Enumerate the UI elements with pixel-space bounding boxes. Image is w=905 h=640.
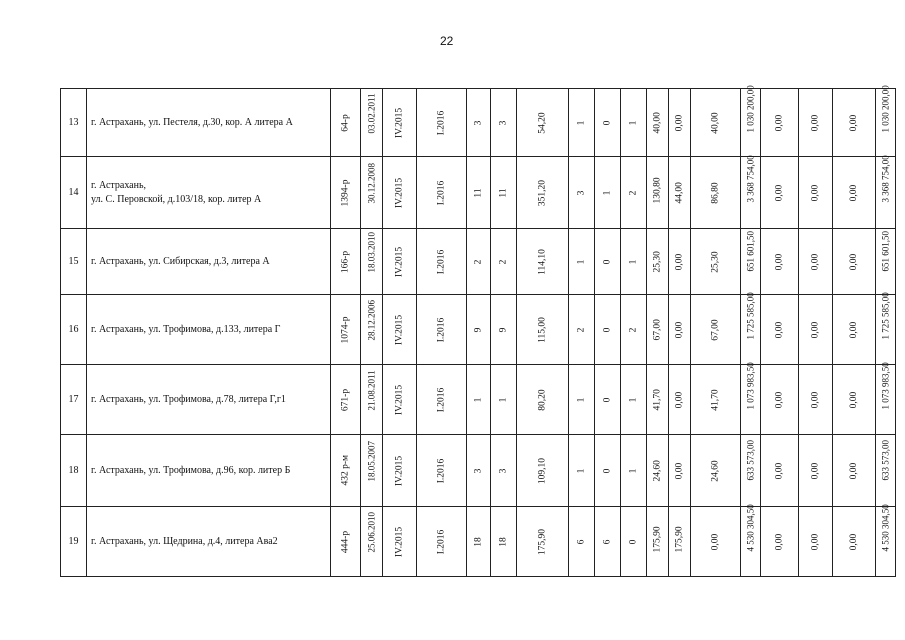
- row-number: 18: [61, 435, 87, 507]
- area-municipal-value: 41,70: [710, 388, 721, 411]
- address-cell: г. Астрахань, ул. Трофимова, д.78, литера Г,г1: [87, 365, 331, 435]
- cost-regional-cell: [799, 435, 833, 507]
- residents-count-cell: [467, 229, 491, 295]
- cost-total-cell: [741, 84, 761, 157]
- area-municipal-value: 40,00: [710, 111, 721, 134]
- area-municipal-cell: [691, 89, 741, 157]
- stage-end-cell: [417, 89, 467, 157]
- stage-start-cell: [383, 89, 417, 157]
- cost-total-cell: [741, 154, 761, 229]
- row-number: 17: [61, 365, 87, 435]
- area-owned-value: 0,00: [674, 391, 685, 408]
- address-cell: г. Астрахань, ул. С. Перовской, д.103/18, кор. литер А: [87, 157, 331, 229]
- area-total-cell: [647, 507, 669, 577]
- row-number: 13: [61, 89, 87, 157]
- rooms-municipal-cell: [621, 89, 647, 157]
- stage-start-cell: [383, 157, 417, 229]
- address-cell: г. Астрахань, ул. Трофимова, д.133, литера Г: [87, 295, 331, 365]
- stage-end-value: I.2016: [436, 387, 447, 412]
- area-total-value: 175,90: [652, 525, 663, 552]
- total-area-value: 80,20: [537, 388, 548, 411]
- total-area-cell: [517, 229, 569, 295]
- decision-number-value: 432 р-м: [340, 454, 351, 485]
- row-number: 19: [61, 507, 87, 577]
- residents-resettled-cell: [491, 157, 517, 229]
- address-cell: г. Астрахань, ул. Трофимова, д.96, кор. литер Б: [87, 435, 331, 507]
- stage-end-cell: [417, 295, 467, 365]
- decision-number-cell: [331, 507, 361, 577]
- cost-federal-cell: [761, 89, 799, 157]
- cost-local-value: 0,00: [849, 184, 859, 201]
- row-number: 16: [61, 295, 87, 365]
- residents-resettled-value: 2: [498, 259, 509, 264]
- area-owned-value: 0,00: [674, 253, 685, 270]
- residents-resettled-value: 9: [498, 327, 509, 332]
- stage-end-cell: [417, 365, 467, 435]
- rooms-owned-value: 1: [602, 190, 613, 195]
- residents-count-value: 9: [473, 327, 484, 332]
- area-total-value: 130,80: [652, 176, 663, 203]
- decision-number-cell: [331, 295, 361, 365]
- rooms-municipal-cell: [621, 157, 647, 229]
- stage-start-value: IV.2015: [394, 384, 405, 415]
- cost-regional-value: 0,00: [810, 253, 821, 270]
- rooms-total-value: 1: [576, 259, 587, 264]
- cost-total-final-cell: [876, 229, 896, 295]
- residents-count-value: 2: [473, 259, 484, 264]
- cost-total-value: 3 368 754,00: [745, 154, 756, 202]
- cost-federal-cell: [761, 157, 799, 229]
- cost-regional-value: 0,00: [810, 114, 821, 131]
- rooms-municipal-cell: [621, 295, 647, 365]
- rooms-owned-cell: [595, 295, 621, 365]
- register-table: [60, 84, 896, 577]
- decision-date-cell: [361, 365, 383, 435]
- rooms-owned-cell: [595, 229, 621, 295]
- stage-start-value: IV.2015: [394, 314, 405, 345]
- residents-count-value: 1: [473, 397, 484, 402]
- cost-total-value: 4 530 304,50: [745, 503, 756, 551]
- decision-number-value: 1074-р: [340, 316, 351, 343]
- stage-end-value: I.2016: [436, 110, 447, 135]
- rooms-total-value: 2: [576, 327, 587, 332]
- cost-local-value: 0,00: [849, 321, 859, 338]
- decision-date-value: 25.06.2010: [366, 511, 377, 552]
- rooms-municipal-value: 1: [628, 468, 639, 473]
- cost-federal-cell: [761, 435, 799, 507]
- residents-resettled-cell: [491, 435, 517, 507]
- table-row: [61, 89, 896, 157]
- cost-regional-value: 0,00: [810, 391, 821, 408]
- cost-total-cell: [741, 435, 761, 507]
- stage-end-value: I.2016: [436, 458, 447, 483]
- residents-count-value: 3: [473, 468, 484, 473]
- rooms-municipal-value: 2: [628, 190, 639, 195]
- rooms-total-value: 1: [576, 468, 587, 473]
- rooms-owned-cell: [595, 89, 621, 157]
- cost-regional-cell: [799, 229, 833, 295]
- cost-total-final-value: 1 030 200,00: [880, 84, 891, 132]
- residents-count-cell: [467, 507, 491, 577]
- area-total-cell: [647, 229, 669, 295]
- area-total-value: 67,00: [652, 318, 663, 340]
- cost-local-cell: [833, 507, 876, 577]
- cost-total-final-cell: [876, 154, 896, 229]
- cost-total-value: 633 573,00: [745, 439, 756, 480]
- total-area-cell: [517, 157, 569, 229]
- cost-total-final-value: 1 725 585,00: [880, 291, 891, 339]
- rooms-total-cell: [569, 435, 595, 507]
- residents-resettled-cell: [491, 507, 517, 577]
- area-municipal-cell: [691, 295, 741, 365]
- cost-regional-value: 0,00: [810, 533, 821, 550]
- decision-number-cell: [331, 157, 361, 229]
- area-owned-cell: [669, 229, 691, 295]
- rooms-municipal-value: 1: [628, 120, 639, 125]
- stage-start-cell: [383, 229, 417, 295]
- cost-total-final-value: 4 530 304,50: [880, 503, 891, 551]
- cost-federal-value: 0,00: [774, 184, 785, 201]
- rooms-owned-cell: [595, 507, 621, 577]
- area-owned-cell: [669, 295, 691, 365]
- table-row: [61, 365, 896, 435]
- decision-number-value: 671-р: [340, 388, 351, 411]
- stage-start-value: IV.2015: [394, 526, 405, 557]
- cost-total-cell: [741, 229, 761, 295]
- stage-end-value: I.2016: [436, 529, 447, 554]
- cost-local-cell: [833, 295, 876, 365]
- residents-resettled-cell: [491, 89, 517, 157]
- area-owned-value: 0,00: [674, 321, 685, 338]
- decision-date-cell: [361, 229, 383, 295]
- area-municipal-cell: [691, 507, 741, 577]
- cost-regional-value: 0,00: [810, 184, 821, 201]
- cost-local-cell: [833, 229, 876, 295]
- decision-number-cell: [331, 435, 361, 507]
- cost-total-final-value: 1 073 983,50: [880, 361, 891, 409]
- cost-local-cell: [833, 89, 876, 157]
- area-total-cell: [647, 89, 669, 157]
- cost-local-value: 0,00: [849, 462, 859, 479]
- cost-local-value: 0,00: [849, 114, 859, 131]
- total-area-value: 114,10: [537, 248, 548, 275]
- table-row: [61, 507, 896, 577]
- residents-resettled-cell: [491, 365, 517, 435]
- rooms-owned-cell: [595, 365, 621, 435]
- cost-local-cell: [833, 157, 876, 229]
- decision-number-value: 1394-р: [340, 179, 351, 206]
- rooms-municipal-cell: [621, 507, 647, 577]
- cost-total-final-cell: [876, 503, 896, 577]
- cost-total-final-cell: [876, 84, 896, 157]
- residents-resettled-value: 18: [498, 536, 509, 547]
- cost-federal-value: 0,00: [774, 533, 785, 550]
- decision-date-cell: [361, 435, 383, 507]
- decision-number-cell: [331, 365, 361, 435]
- area-municipal-cell: [691, 435, 741, 507]
- stage-start-value: IV.2015: [394, 177, 405, 208]
- residents-count-value: 11: [473, 187, 484, 198]
- total-area-cell: [517, 435, 569, 507]
- decision-number-cell: [331, 229, 361, 295]
- cost-federal-value: 0,00: [774, 391, 785, 408]
- stage-end-cell: [417, 157, 467, 229]
- cost-local-value: 0,00: [849, 253, 859, 270]
- area-total-cell: [647, 295, 669, 365]
- area-municipal-value: 86,80: [710, 181, 721, 204]
- rooms-owned-value: 0: [602, 120, 613, 125]
- cost-total-cell: [741, 291, 761, 365]
- rooms-owned-value: 0: [602, 327, 613, 332]
- rooms-total-value: 1: [576, 397, 587, 402]
- residents-resettled-cell: [491, 229, 517, 295]
- area-municipal-cell: [691, 365, 741, 435]
- address-cell: г. Астрахань, ул. Щедрина, д.4, литера Ава2: [87, 507, 331, 577]
- total-area-value: 351,20: [537, 179, 548, 206]
- cost-local-value: 0,00: [849, 391, 859, 408]
- total-area-cell: [517, 295, 569, 365]
- rooms-municipal-value: 1: [628, 259, 639, 264]
- rooms-owned-value: 0: [602, 397, 613, 402]
- stage-start-cell: [383, 435, 417, 507]
- cost-local-cell: [833, 365, 876, 435]
- address-cell: г. Астрахань, ул. Пестеля, д.30, кор. А литера А: [87, 89, 331, 157]
- cost-total-value: 651 601,50: [745, 230, 756, 271]
- table-row: [61, 157, 896, 229]
- decision-date-value: 21.08.2011: [366, 369, 377, 410]
- rooms-municipal-value: 0: [628, 539, 639, 544]
- stage-end-value: I.2016: [436, 249, 447, 274]
- area-total-cell: [647, 157, 669, 229]
- stage-start-cell: [383, 507, 417, 577]
- cost-regional-cell: [799, 507, 833, 577]
- cost-total-final-cell: [876, 361, 896, 435]
- area-owned-value: 0,00: [674, 462, 685, 479]
- stage-end-value: I.2016: [436, 317, 447, 342]
- stage-start-value: IV.2015: [394, 107, 405, 138]
- cost-federal-cell: [761, 295, 799, 365]
- area-total-value: 41,70: [652, 388, 663, 410]
- cost-regional-value: 0,00: [810, 462, 821, 479]
- cost-federal-value: 0,00: [774, 321, 785, 338]
- decision-number-cell: [331, 89, 361, 157]
- residents-count-cell: [467, 295, 491, 365]
- total-area-value: 175,90: [537, 528, 548, 555]
- total-area-value: 115,00: [537, 316, 548, 343]
- rooms-total-cell: [569, 157, 595, 229]
- cost-regional-cell: [799, 89, 833, 157]
- cost-local-cell: [833, 435, 876, 507]
- rooms-owned-cell: [595, 157, 621, 229]
- cost-total-final-cell: [876, 435, 896, 507]
- rooms-total-value: 6: [576, 539, 587, 544]
- cost-regional-cell: [799, 295, 833, 365]
- cost-federal-value: 0,00: [774, 114, 785, 131]
- area-municipal-cell: [691, 229, 741, 295]
- residents-resettled-value: 11: [498, 187, 509, 198]
- address-cell: г. Астрахань, ул. Сибирская, д.3, литера А: [87, 229, 331, 295]
- rooms-municipal-cell: [621, 435, 647, 507]
- rooms-municipal-value: 1: [628, 397, 639, 402]
- cost-federal-cell: [761, 229, 799, 295]
- decision-date-value: 18.05.2007: [366, 440, 377, 481]
- decision-number-value: 444-р: [340, 530, 351, 553]
- cost-total-value: 1 030 200,00: [745, 84, 756, 132]
- area-total-cell: [647, 435, 669, 507]
- area-municipal-cell: [691, 157, 741, 229]
- total-area-value: 54,20: [537, 111, 548, 134]
- page-number: 22: [440, 34, 454, 48]
- cost-total-final-value: 633 573,00: [880, 439, 891, 480]
- residents-resettled-value: 3: [498, 468, 509, 473]
- rooms-total-value: 1: [576, 120, 587, 125]
- stage-start-value: IV.2015: [394, 246, 405, 277]
- rooms-owned-cell: [595, 435, 621, 507]
- area-owned-value: 175,90: [674, 525, 685, 552]
- rooms-total-cell: [569, 365, 595, 435]
- rooms-municipal-cell: [621, 229, 647, 295]
- stage-start-value: IV.2015: [394, 455, 405, 486]
- rooms-total-cell: [569, 89, 595, 157]
- rooms-total-cell: [569, 229, 595, 295]
- residents-resettled-cell: [491, 295, 517, 365]
- rooms-owned-value: 0: [602, 259, 613, 264]
- table-row: [61, 435, 896, 507]
- decision-date-cell: [361, 507, 383, 577]
- cost-local-value: 0,00: [849, 533, 859, 550]
- row-number: 14: [61, 157, 87, 229]
- cost-total-value: 1 725 585,00: [745, 291, 756, 339]
- cost-federal-value: 0,00: [774, 462, 785, 479]
- decision-number-value: 166-р: [340, 250, 351, 273]
- area-municipal-value: 67,00: [710, 318, 721, 341]
- area-owned-cell: [669, 365, 691, 435]
- residents-count-cell: [467, 157, 491, 229]
- decision-date-value: 30.12.2008: [366, 162, 377, 203]
- cost-total-cell: [741, 503, 761, 577]
- decision-date-cell: [361, 295, 383, 365]
- area-total-value: 24,60: [652, 459, 663, 481]
- stage-end-cell: [417, 435, 467, 507]
- area-municipal-value: 24,60: [710, 459, 721, 482]
- cost-regional-cell: [799, 365, 833, 435]
- residents-count-value: 18: [473, 536, 484, 547]
- total-area-cell: [517, 89, 569, 157]
- stage-end-cell: [417, 229, 467, 295]
- stage-end-value: I.2016: [436, 180, 447, 205]
- area-total-value: 40,00: [652, 111, 663, 133]
- total-area-cell: [517, 507, 569, 577]
- decision-date-value: 18.03.2010: [366, 231, 377, 272]
- area-owned-cell: [669, 507, 691, 577]
- rooms-municipal-cell: [621, 365, 647, 435]
- stage-start-cell: [383, 295, 417, 365]
- decision-date-cell: [361, 157, 383, 229]
- cost-total-final-cell: [876, 291, 896, 365]
- area-owned-value: 44,00: [674, 181, 685, 203]
- cost-federal-cell: [761, 365, 799, 435]
- rooms-total-value: 3: [576, 190, 587, 195]
- residents-count-cell: [467, 365, 491, 435]
- total-area-cell: [517, 365, 569, 435]
- total-area-value: 109,10: [537, 457, 548, 484]
- cost-total-final-value: 651 601,50: [880, 230, 891, 271]
- cost-regional-cell: [799, 157, 833, 229]
- rooms-total-cell: [569, 295, 595, 365]
- rooms-municipal-value: 2: [628, 327, 639, 332]
- decision-date-value: 28.12.2006: [366, 299, 377, 340]
- residents-resettled-value: 3: [498, 120, 509, 125]
- area-total-cell: [647, 365, 669, 435]
- cost-total-cell: [741, 361, 761, 435]
- decision-number-value: 64-р: [340, 113, 351, 132]
- cost-total-value: 1 073 983,50: [745, 361, 756, 409]
- table-row: [61, 295, 896, 365]
- area-owned-cell: [669, 157, 691, 229]
- cost-total-final-value: 3 368 754,00: [880, 154, 891, 202]
- decision-date-cell: [361, 89, 383, 157]
- rooms-owned-value: 0: [602, 468, 613, 473]
- decision-date-value: 03.02.2011: [366, 92, 377, 133]
- area-owned-cell: [669, 435, 691, 507]
- area-owned-cell: [669, 89, 691, 157]
- cost-federal-value: 0,00: [774, 253, 785, 270]
- rooms-owned-value: 6: [602, 539, 613, 544]
- area-municipal-value: 25,30: [710, 250, 721, 273]
- area-municipal-value: 0,00: [710, 533, 721, 550]
- residents-count-value: 3: [473, 120, 484, 125]
- rooms-total-cell: [569, 507, 595, 577]
- table-row: [61, 229, 896, 295]
- stage-end-cell: [417, 507, 467, 577]
- cost-federal-cell: [761, 507, 799, 577]
- row-number: 15: [61, 229, 87, 295]
- stage-start-cell: [383, 365, 417, 435]
- residents-count-cell: [467, 435, 491, 507]
- area-owned-value: 0,00: [674, 114, 685, 131]
- residents-resettled-value: 1: [498, 397, 509, 402]
- cost-regional-value: 0,00: [810, 321, 821, 338]
- residents-count-cell: [467, 89, 491, 157]
- area-total-value: 25,30: [652, 250, 663, 272]
